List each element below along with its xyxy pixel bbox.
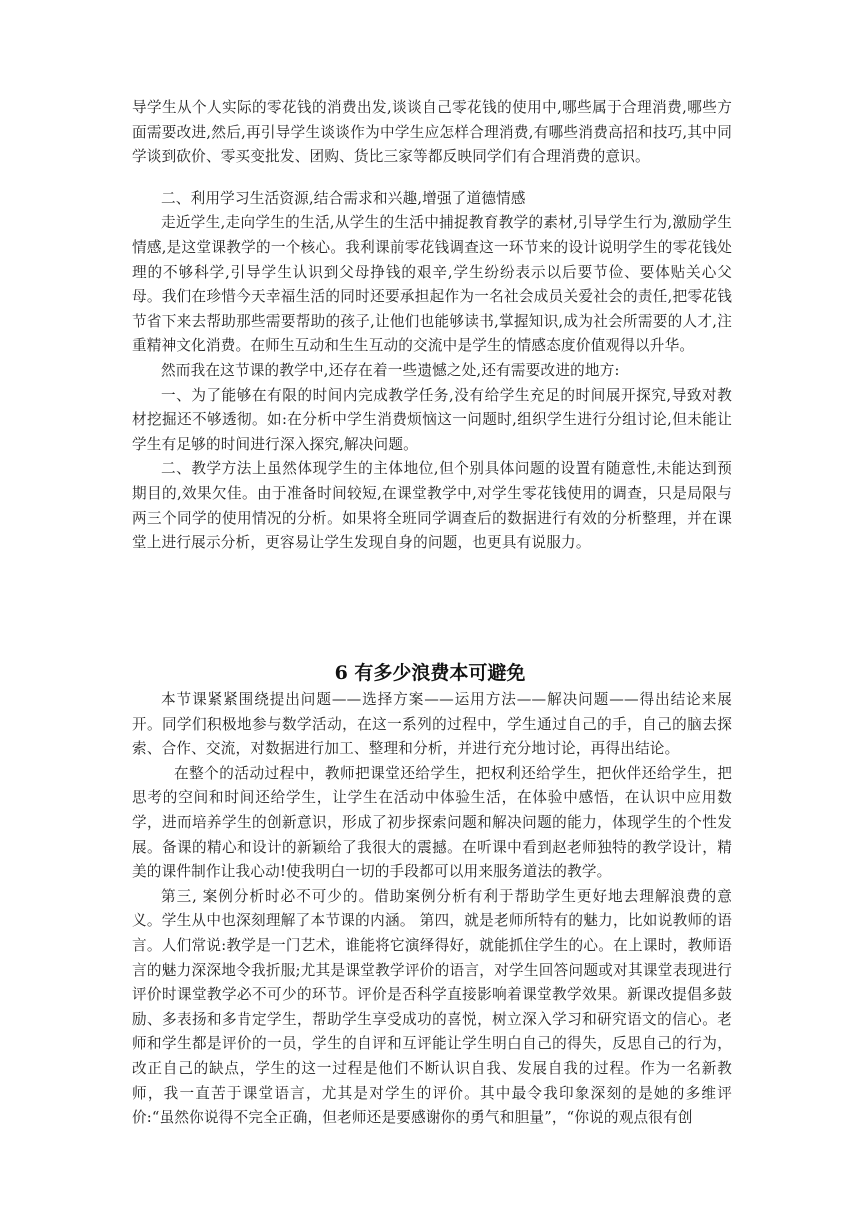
body-paragraph: 然而我在这节课的教学中,还存在着一些遗憾之处,还有需要改进的地方: [161, 361, 620, 379]
section-one-body [132, 96, 732, 556]
chapter-heading: 6 有多少浪费本可避免 [334, 662, 526, 684]
paragraph-gap [132, 170, 732, 187]
body-paragraph: 在整个的活动过程中，教师把课堂还给学生，把权利还给学生，把伙伴还给学生，把思考的空间和时间还给学生，让学生在活动中体验生活，在体验中感悟，在认识中应用数学，进而培养学生的创新意识，形成了初步探索问题和解决问题的能力，体现学生的个性发展。备课的精心和设计的新颖给了我很大的震撼。在听课中看到赵老师独特的教学设计，精美的课件制作让我心动!使我明白一切的手段都可以用来服务道法的教学。 [132, 764, 732, 881]
body-paragraph: 第三, 案例分析时必不可少的。借助案例分析有利于帮助学生更好地去理解浪费的意义。学生从中也深刻理解了本节课的内涵。 第四，就是老师所特有的魅力，比如说教师的语言。人们常说:教学是一门艺术，谁能将它演绎得好，就能抓住学生的心。在上课时，教师语言的魅力深深地令我折服;尤其是课堂教学评价的语言，对学生回答问题或对其课堂表现进行评价时课堂教学必不可少的环节。评价是否科学直接影响着课堂教学效果。新课改提倡多鼓励、多表扬和多肯定学生，帮助学生享受成功的喜悦，树立深入学习和研究语文的信心。老师和学生都是评价的一员，学生的自评和互评能让学生明白自己的得失，反思自己的行为，改正自己的缺点，学生的这一过程是他们不断认识自我、发展自我的过程。作为一名新教师，我一直苦于课堂语言，尤其是对学生的评价。其中最令我印象深刻的是她的多维评价:“虽然你说得不完全正确，但老师还是要感谢你的勇气和胆量”，“你说的观点很有创 [132, 887, 732, 1127]
section-subheading: 二、利用学习生活资源,结合需求和兴趣,增强了道德情感 [161, 189, 526, 207]
continuation-paragraph: 导学生从个人实际的零花钱的消费出发,谈谈自己零花钱的使用中,哪些属于合理消费,哪些方面需要改进,然后,再引导学生谈谈作为中学生应怎样合理消费,有哪些消费高招和技巧,其中同学谈到砍价、零买变批发、团购、货比三家等都反映同学们有合理消费的意识。 [132, 99, 732, 166]
body-paragraph: 本节课紧紧围绕提出问题——选择方案——运用方法——解决问题——得出结论来展开。同学们积极地参与数学活动，在这一系列的过程中，学生通过自己的手，自己的脑去探索、合作、交流，对数据进行加工、整理和分析，并进行充分地讨论，再得出结论。 [132, 691, 732, 758]
body-paragraph: 一、为了能够在有限的时间内完成教学任务,没有给学生充足的时间展开探究,导致对教材挖掘还不够透彻。如:在分析中学生消费烦恼这一问题时,组织学生进行分组讨论,但未能让学生有足够的时间进行深入探究,解决问题。 [132, 386, 732, 453]
body-paragraph: 二、教学方法上虽然体现学生的主体地位,但个别具体问题的设置有随意性,未能达到预期目的,效果欠佳。由于准备时间较短,在课堂教学中,对学生零花钱使用的调查，只是局限与两三个同学的使用情况的分析。如果将全班同学调查后的数据进行有效的分析整理，并在课堂上进行展示分析，更容易让学生发现自身的问题，也更具有说服力。 [132, 460, 732, 552]
section-two-body [132, 688, 732, 1131]
body-paragraph: 走近学生,走向学生的生活,从学生的生活中捕捉教育教学的素材,引导学生行为,激励学生情感,是这堂课教学的一个核心。我利课前零花钱调查这一环节来的设计说明学生的零花钱处理的不够科学,引导学生认识到父母挣钱的艰辛,学生纷纷表示以后要节俭、要体贴关心父母。我们在珍惜今天幸福生活的同时还要承担起作为一名社会成员关爱社会的责任,把零花钱节省下来去帮助那些需要帮助的孩子,让他们也能够读书,掌握知识,成为社会所需要的人才,注重精神文化消费。在师生互动和生生互动的交流中是学生的情感态度价值观得以升华。 [132, 214, 732, 355]
